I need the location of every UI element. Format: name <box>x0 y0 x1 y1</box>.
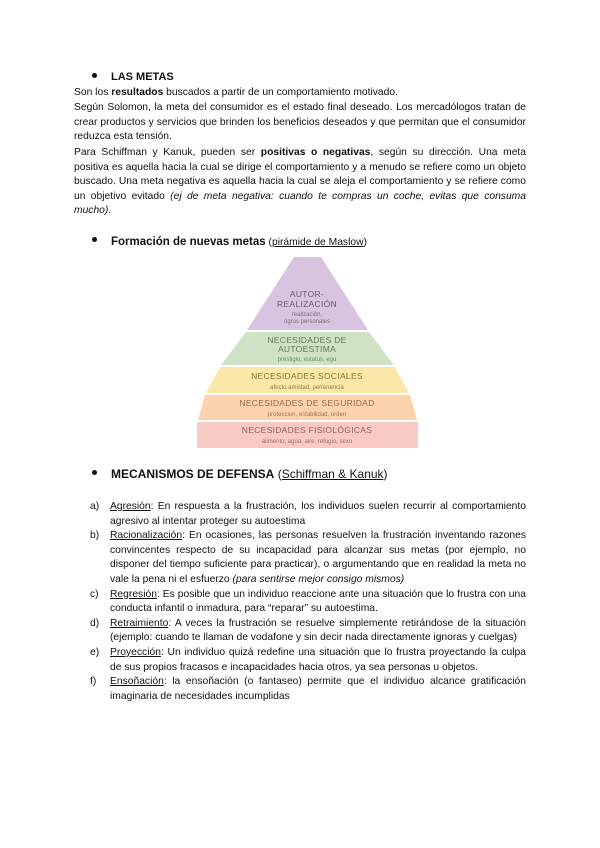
heading-mecanismos-defensa: MECANISMOS DE DEFENSA (Schiffman & Kanuk) <box>92 467 388 481</box>
defense-mechanisms-list <box>90 500 526 704</box>
paragraph-solomon: Según Solomon, la meta del consumidor es el estado final deseado. Los mercadólogos tratan de crear productos y servicios que brinden los beneficios deseados y que permitan que el consumidor reduzca esta tensión. <box>74 102 526 143</box>
heading-las-metas: LAS METAS <box>92 71 174 83</box>
paragraph-resultados: Son los resultados buscados a partir de un comportamiento motivado. <box>74 87 398 98</box>
level-4-title: NECESIDADES DE SEGURIDAD <box>239 398 375 408</box>
term-racionalizacion: Racionalización <box>110 530 183 542</box>
list-item: e) Proyección: Un individuo quizá redefine una situación que lo frustra proyectando la culpa de sus propios fracasos e incapacidades hacia otros, ya sea personas u objetos. <box>90 646 526 673</box>
bullet-icon <box>92 73 97 78</box>
heading-formacion-metas: Formación de nuevas metas (pirámide de Maslow) <box>92 236 367 248</box>
level-2-title-2: AUTOESTIMA <box>277 344 337 354</box>
list-item: a) Agresión: En respuesta a la frustración, los individuos suelen recurrir al comportamiento agresivo al intentar proteger su autoestima <box>90 501 526 527</box>
term-proyeccion: Proyección <box>110 646 161 658</box>
level-1-title-2: REALIZACIÓN <box>277 299 337 309</box>
paragraph-schiffman: Para Schiffman y Kanuk, pueden ser positivas o negativas, según su dirección. Una meta positiva es aquella hacia la cual se dirige el comportamiento y a menudo se refiere como un objeto buscado. Una meta negativa es aquella hacia la cual se aleja el comportamiento y se refiere como un objetivo evitado (ej de meta negativa: cuando te compras un coche, evitas que consuma mucho). <box>74 147 527 217</box>
maslow-pyramid <box>195 255 420 450</box>
level-2-title: NECESIDADES DE <box>267 335 347 345</box>
level-1-subtitle: realización, <box>291 312 323 318</box>
bullet-icon <box>92 237 97 242</box>
term-retraimiento: Retraimiento <box>110 617 169 629</box>
term-ensonacion: Ensoñación <box>110 676 164 688</box>
maslow-link[interactable]: pirámide de Maslow <box>271 237 364 248</box>
level-5-subtitle: alimento, agua, aire, refugio, sexo <box>261 439 353 445</box>
level-3-subtitle: afecto amistad, pertenencia <box>270 385 344 391</box>
list-item: d) Retraimiento: A veces la frustración se resuelve simplemente retirándose de la situación (ejemplo: cuando te llaman de vodafone y sin decir nada directamente ignoras y cuelgas) <box>90 617 526 644</box>
schiffman-kanuk-link[interactable]: Schiffman & Kanuk <box>281 467 384 481</box>
bullet-icon <box>92 470 97 475</box>
level-1-subtitle-2: ogros personales <box>283 319 331 325</box>
level-1-title: AUTOR- <box>289 289 325 299</box>
level-2-subtitle: prestigio, estatus, ego <box>277 357 337 363</box>
level-4-subtitle: proteccion, estabilidad, orden <box>267 412 347 418</box>
list-item: b) Racionalización: En ocasiones, las personas resuelven la frustración inventando razones convincentes respecto de su incapacidad para alcanzar sus metas (por ejemplo, no disponer del tiempo suficiente para practicar), o argumentando que en realidad la meta no vale la pena ni el esfuerzo (para sentirse mejor consigo mismos) <box>90 530 526 585</box>
level-3-title: NECESIDADES SOCIALES <box>251 371 363 381</box>
list-item: f) Ensoñación: la ensoñación (o fantaseo) permite que el individuo alcance gratificación imaginaria de necesidades incumplidas <box>90 676 526 702</box>
list-item: c) Regresión: Es posible que un individuo reaccione ante una situación que lo frustra con una conducta infantil o inmadura, para “reparar” su autoestima. <box>90 588 526 615</box>
term-regresion: Regresión <box>110 588 157 600</box>
term-agresion: Agresión <box>110 501 151 512</box>
level-5-title: NECESIDADES FISIOLÓGICAS <box>241 425 373 435</box>
